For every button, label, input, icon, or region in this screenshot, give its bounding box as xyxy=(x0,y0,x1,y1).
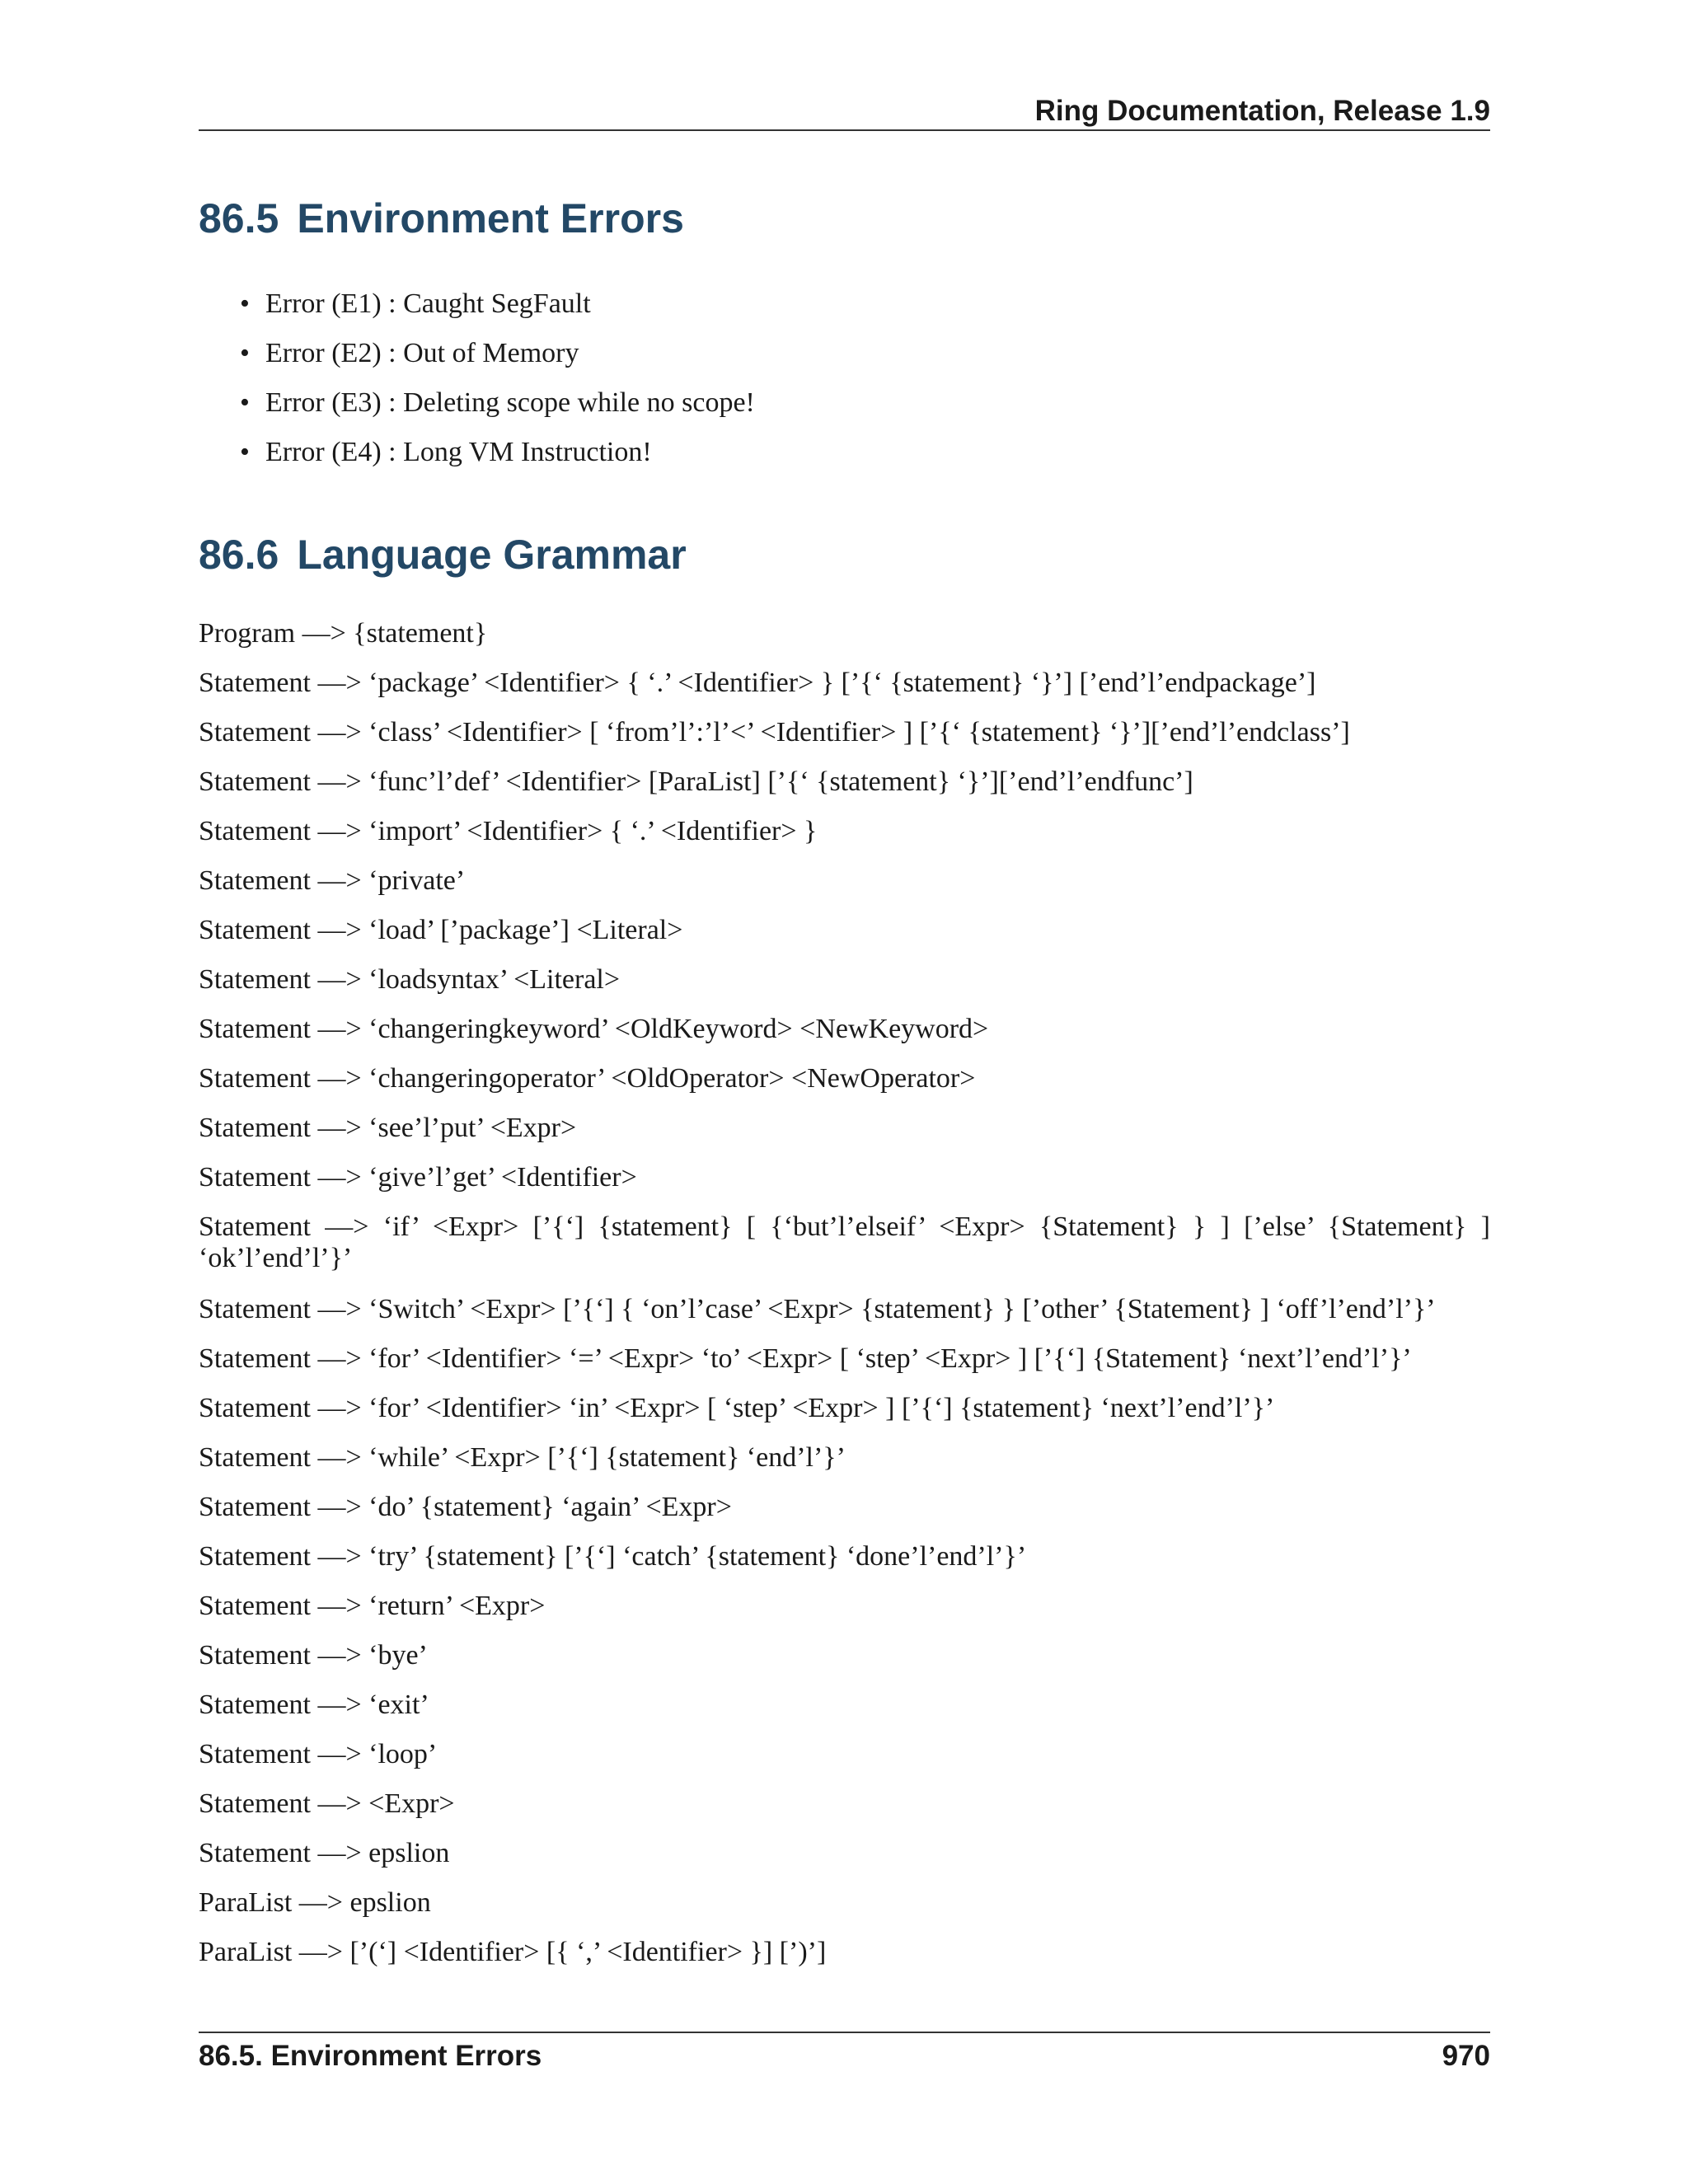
grammar-rules xyxy=(199,618,1490,1986)
grammar-rule: Statement —> ‘if’ <Expr> [’{‘] {statement} [ {‘but’l’elseif’ <Expr> {Statement} } ] [’else’ {Statement} ] ‘ok’l’end’l’}’ xyxy=(199,1212,1490,1273)
document-page xyxy=(199,0,1490,2184)
grammar-rule: Statement —> ‘changeringkeyword’ <OldKeyword> <NewKeyword> xyxy=(199,1014,989,1044)
grammar-rule: Statement —> ‘bye’ xyxy=(199,1640,428,1671)
section-number: 86.6 xyxy=(199,532,279,578)
grammar-rule: Statement —> ‘loop’ xyxy=(199,1739,438,1769)
grammar-rule: Statement —> epslion xyxy=(199,1838,450,1868)
list-item-text: Error (E4) : Long VM Instruction! xyxy=(265,437,652,467)
grammar-rule: Statement —> ‘func’l’def’ <Identifier> [ParaList] [’{‘ {statement} ‘}’][’end’l’endfunc’] xyxy=(199,766,1193,797)
list-item-text: Error (E2) : Out of Memory xyxy=(265,338,579,368)
section-heading-language-grammar xyxy=(199,526,687,583)
environment-errors-list xyxy=(240,283,755,480)
grammar-rule: Statement —> ‘for’ <Identifier> ‘in’ <Expr> [ ‘step’ <Expr> ] [’{‘] {statement} ‘next’l’end’l’}’ xyxy=(199,1393,1275,1423)
grammar-rule: Program —> {statement} xyxy=(199,618,488,649)
list-item xyxy=(240,283,755,332)
section-number: 86.5 xyxy=(199,195,279,241)
grammar-rule: Statement —> ‘give’l’get’ <Identifier> xyxy=(199,1162,637,1193)
grammar-rule: Statement —> ‘see’l’put’ <Expr> xyxy=(199,1113,577,1143)
running-header: Ring Documentation, Release 1.9 xyxy=(1034,95,1490,127)
list-item-text: Error (E3) : Deleting scope while no scope! xyxy=(265,387,755,418)
list-item xyxy=(240,431,755,480)
grammar-rule: Statement —> ‘do’ {statement} ‘again’ <Expr> xyxy=(199,1492,732,1522)
list-item xyxy=(240,382,755,431)
header-divider xyxy=(199,129,1490,131)
grammar-rule: Statement —> ‘load’ [’package’] <Literal> xyxy=(199,915,683,945)
page-number: 970 xyxy=(1442,2040,1490,2072)
bullet-icon: • xyxy=(240,437,250,467)
grammar-rule: Statement —> ‘Switch’ <Expr> [’{‘] { ‘on’l’case’ <Expr> {statement} } [’other’ {Statement} ] ‘off’l’end’l’}’ xyxy=(199,1294,1436,1324)
grammar-rule: Statement —> ‘exit’ xyxy=(199,1690,429,1720)
grammar-rule: Statement —> ‘package’ <Identifier> { ‘.’ <Identifier> } [’{‘ {statement} ‘}’] [’end’l’endpackage’] xyxy=(199,668,1316,698)
section-title: Environment Errors xyxy=(297,195,684,241)
grammar-rule: Statement —> ‘return’ <Expr> xyxy=(199,1591,546,1621)
section-heading-environment-errors xyxy=(199,190,684,247)
grammar-rule: Statement —> ‘class’ <Identifier> [ ‘from’l’:’l’<’ <Identifier> ] [’{‘ {statement} ‘}’][’end’l’endclass’] xyxy=(199,717,1350,748)
grammar-rule: Statement —> <Expr> xyxy=(199,1788,455,1819)
list-item-text: Error (E1) : Caught SegFault xyxy=(265,288,591,319)
bullet-icon: • xyxy=(240,338,250,368)
grammar-rule: Statement —> ‘import’ <Identifier> { ‘.’ <Identifier> } xyxy=(199,816,818,846)
footer-divider xyxy=(199,2032,1490,2033)
grammar-rule: ParaList —> [’(‘] <Identifier> [{ ‘,’ <Identifier> }] [’)’] xyxy=(199,1937,827,1967)
grammar-rule: ParaList —> epslion xyxy=(199,1887,431,1918)
bullet-icon: • xyxy=(240,288,250,319)
grammar-rule: Statement —> ‘changeringoperator’ <OldOperator> <NewOperator> xyxy=(199,1063,976,1094)
list-item xyxy=(240,332,755,382)
footer-section-title: 86.5. Environment Errors xyxy=(199,2040,542,2072)
bullet-icon: • xyxy=(240,387,250,418)
section-title: Language Grammar xyxy=(297,532,687,578)
grammar-rule: Statement —> ‘for’ <Identifier> ‘=’ <Expr> ‘to’ <Expr> [ ‘step’ <Expr> ] [’{‘] {Statement} ‘next’l’end’l’}’ xyxy=(199,1343,1412,1374)
grammar-rule: Statement —> ‘while’ <Expr> [’{‘] {statement} ‘end’l’}’ xyxy=(199,1442,846,1473)
grammar-rule: Statement —> ‘try’ {statement} [’{‘] ‘catch’ {statement} ‘done’l’end’l’}’ xyxy=(199,1541,1027,1572)
grammar-rule: Statement —> ‘private’ xyxy=(199,865,466,896)
grammar-rule: Statement —> ‘loadsyntax’ <Literal> xyxy=(199,964,621,995)
